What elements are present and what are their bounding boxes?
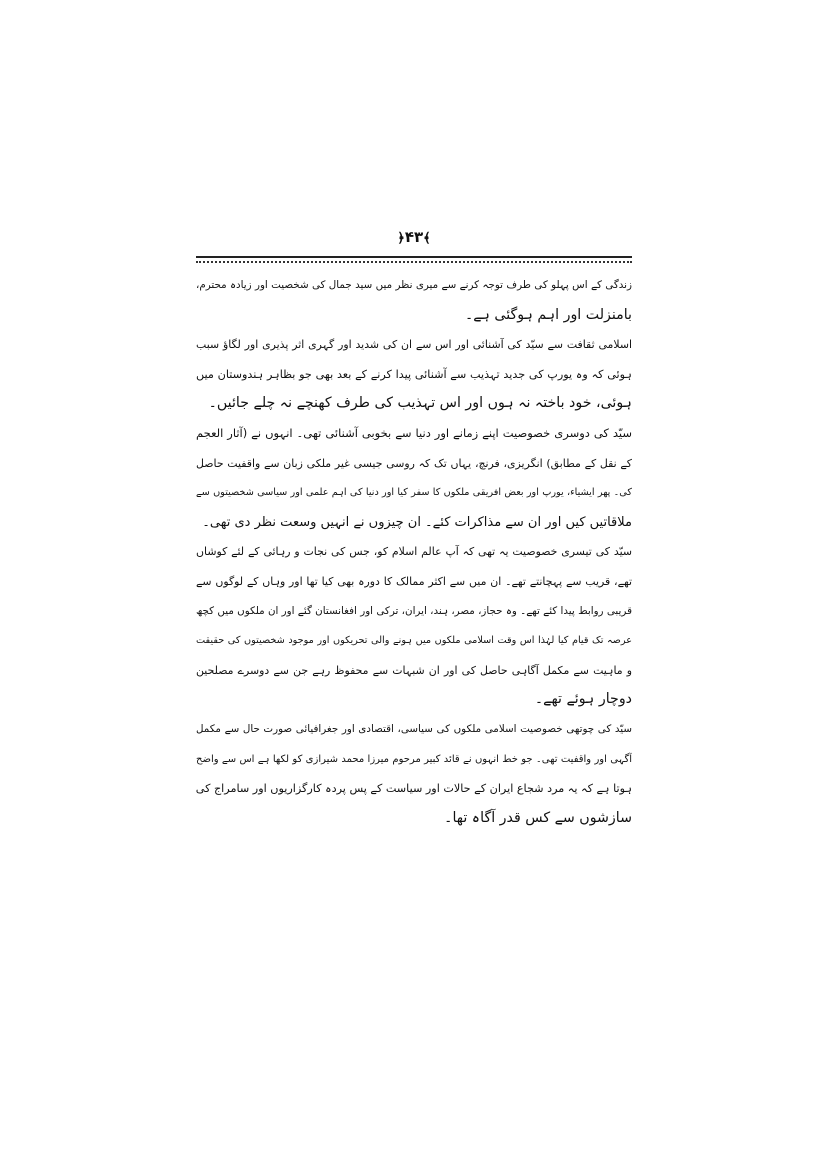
text-line: آگہی اور واقفیت تھی۔ جو خط انہوں نے قائد کبیر مرحوم میرزا محمد شیرازی کو لکھا ہے اس سے واضح [196, 753, 632, 765]
text-line: ہوئی کہ وہ یورپ کی جدید تہذیب سے آشنائی پیدا کرنے کے بعد بھی جو بظاہر ہندوستان میں [196, 367, 632, 381]
text-line: کی۔ پھر ایشیاء، یورپ اور بعض افریقی ملکوں کا سفر کیا اور دنیا کی اہم علمی اور سیاسی شخصیتوں سے [196, 487, 632, 499]
text-line: قریبی روابط پیدا کئے تھے۔ وہ حجاز، مصر، ہند، ایران، ترکی اور افغانستان گئے اور ان ملکوں میں کچھ [196, 604, 632, 617]
text-line: ہوئی، خود باختہ نہ ہوں اور اس تہذیب کی طرف کھنچے نہ چلے جائیں۔ [208, 395, 632, 412]
text-line: بامنزلت اور اہم ہوگئی ہے۔ [464, 306, 632, 323]
text-line: و ماہیت سے مکمل آگاہی حاصل کی اور ان شبہات سے محفوظ رہے جن سے دوسرے مصلحین [196, 663, 632, 677]
page-number-value: ۴۳ [404, 228, 424, 246]
body-text [196, 271, 632, 833]
text-line: سازشوں سے کس قدر آگاہ تھا۔ [444, 809, 632, 826]
text-line: ہوتا ہے کہ یہ مرد شجاع ایران کے حالات اور سیاست کے پس پردہ کارگزاریوں اور سامراج کی [196, 782, 632, 796]
text-line: تھے، قریب سے پہچانتے تھے۔ ان میں سے اکثر ممالک کا دورہ بھی کیا تھا اور وہاں کے لوگوں سے [196, 574, 632, 588]
text-line: سیّد کی چوتھی خصوصیت اسلامی ملکوں کی سیاسی، اقتصادی اور جغرافیائی صورت حال سے مکمل [196, 722, 632, 735]
text-line: سیّد کی دوسری خصوصیت اپنے زمانے اور دنیا سے بخوبی آشنائی تھی۔ انہوں نے (آثار العجم [196, 425, 632, 440]
ornament-right: ﴾ [423, 231, 431, 246]
text-line: ملاقاتیں کیں اور ان سے مذاکرات کئے۔ ان چیزوں نے انہیں وسعت نظر دی تھی۔ [202, 514, 632, 530]
text-line: کے نقل کے مطابق) انگریزی، فرنچ، یہاں تک کہ روسی جیسی غیر ملکی زبان سے واقفیت حاصل [196, 456, 632, 470]
header-rule [196, 256, 632, 258]
text-line: عرصہ تک قیام کیا لہٰذا اس وقت اسلامی ملکوں میں ہونے والی تحریکوں اور موجود شخصیتوں کی حقیقت [196, 635, 632, 647]
page-number [196, 226, 632, 250]
header-dotted-rule [196, 261, 632, 263]
page-header [196, 226, 632, 268]
ornament-left: ﴿ [397, 231, 405, 246]
text-line: سیّد کی تیسری خصوصیت یہ تھی کہ آپ عالم اسلام کو، جس کی نجات و رہائی کے لئے کوشاں [196, 545, 632, 559]
text-line: دوچار ہوئے تھے۔ [534, 691, 632, 708]
text-line: زندگی کے اس پہلو کی طرف توجہ کرنے سے میری نظر میں سید جمال کی شخصیت اور زیادہ محترم، [196, 279, 632, 291]
text-line: اسلامی ثقافت سے سیّد کی آشنائی اور اس سے ان کی شدید اور گہری اثر پذیری اور لگاؤ سبب [196, 338, 632, 352]
